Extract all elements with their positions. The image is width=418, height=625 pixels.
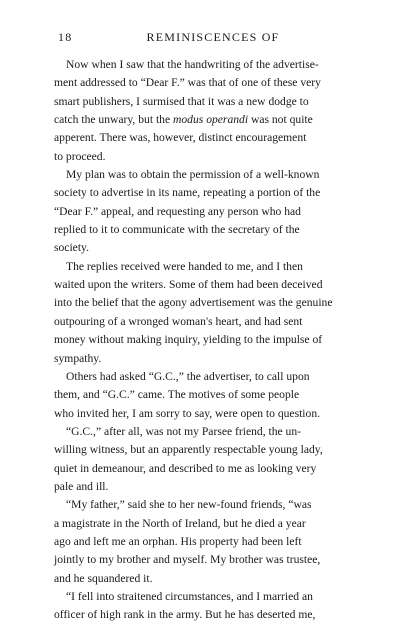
running-head xyxy=(58,30,368,46)
text-line: apperent. There was, however, distinct encouragement xyxy=(54,131,307,145)
text-line: and he squandered it. xyxy=(54,571,153,585)
text-line: waited upon the writers. Some of them had been deceived xyxy=(54,278,323,292)
text-line: Others had asked “G.C.,” the advertiser, to call upon xyxy=(66,369,310,383)
text-line: jointly to my brother and myself. My brother was trustee, xyxy=(54,553,321,567)
text-line: smart publishers, I surmised that it was a new dodge to xyxy=(54,94,309,108)
paragraph xyxy=(54,423,388,496)
text-line: sympathy. xyxy=(54,351,102,365)
text-line: them, and “G.C.” came. The motives of some people xyxy=(54,388,300,402)
text-line: “Dear F.” appeal, and requesting any person who had xyxy=(54,204,301,218)
text-line: quiet in demeanour, and described to me as looking very xyxy=(54,461,317,475)
text-line: The replies received were handed to me, and I then xyxy=(66,259,303,273)
paragraph xyxy=(54,588,388,625)
page-number: 18 xyxy=(58,30,73,44)
text-line: replied to it to communicate with the secretary of the xyxy=(54,223,300,237)
text-line: who invited her, I am sorry to say, were open to question. xyxy=(54,406,321,420)
text-line: officer of high rank in the army. But he has deserted me, xyxy=(54,608,316,622)
paragraph xyxy=(54,368,388,423)
text-line: ago and left me an orphan. His property had been left xyxy=(54,534,302,548)
text-line: willing witness, but an apparently respectable young lady, xyxy=(54,443,323,457)
paragraph xyxy=(54,56,388,166)
text-line: ment addressed to “Dear F.” was that of one of these very xyxy=(54,76,321,90)
text-line: pale and ill. xyxy=(54,479,109,493)
text-line: society. xyxy=(54,241,89,255)
paragraph xyxy=(54,258,388,368)
text-line: into the belief that the agony advertisement was the genuine xyxy=(54,296,333,310)
text-line: “G.C.,” after all, was not my Parsee friend, the un- xyxy=(66,424,302,438)
text-line: society to advertise in its name, repeating a portion of the xyxy=(54,186,321,200)
text-line: “My father,” said she to her new-found friends, “was xyxy=(66,498,312,512)
text-line: to proceed. xyxy=(54,149,106,163)
text-line: “I fell into straitened circumstances, and I married an xyxy=(66,589,313,603)
text-line: money without making inquiry, yielding to the impulse of xyxy=(54,333,323,347)
running-title: REMINISCENCES OF xyxy=(146,30,280,44)
text-line: Now when I saw that the handwriting of the advertise- xyxy=(66,58,319,71)
text-line: a magistrate in the North of Ireland, but he died a year xyxy=(54,516,306,530)
body-text xyxy=(54,56,388,625)
paragraph xyxy=(54,496,388,588)
text-line: My plan was to obtain the permission of a well-known xyxy=(66,168,320,182)
paragraph xyxy=(54,166,388,258)
text-line: outpouring of a wronged woman's heart, and had sent xyxy=(54,314,303,328)
text-line: catch the unwary, but the modus operandi was not quite xyxy=(54,113,313,127)
